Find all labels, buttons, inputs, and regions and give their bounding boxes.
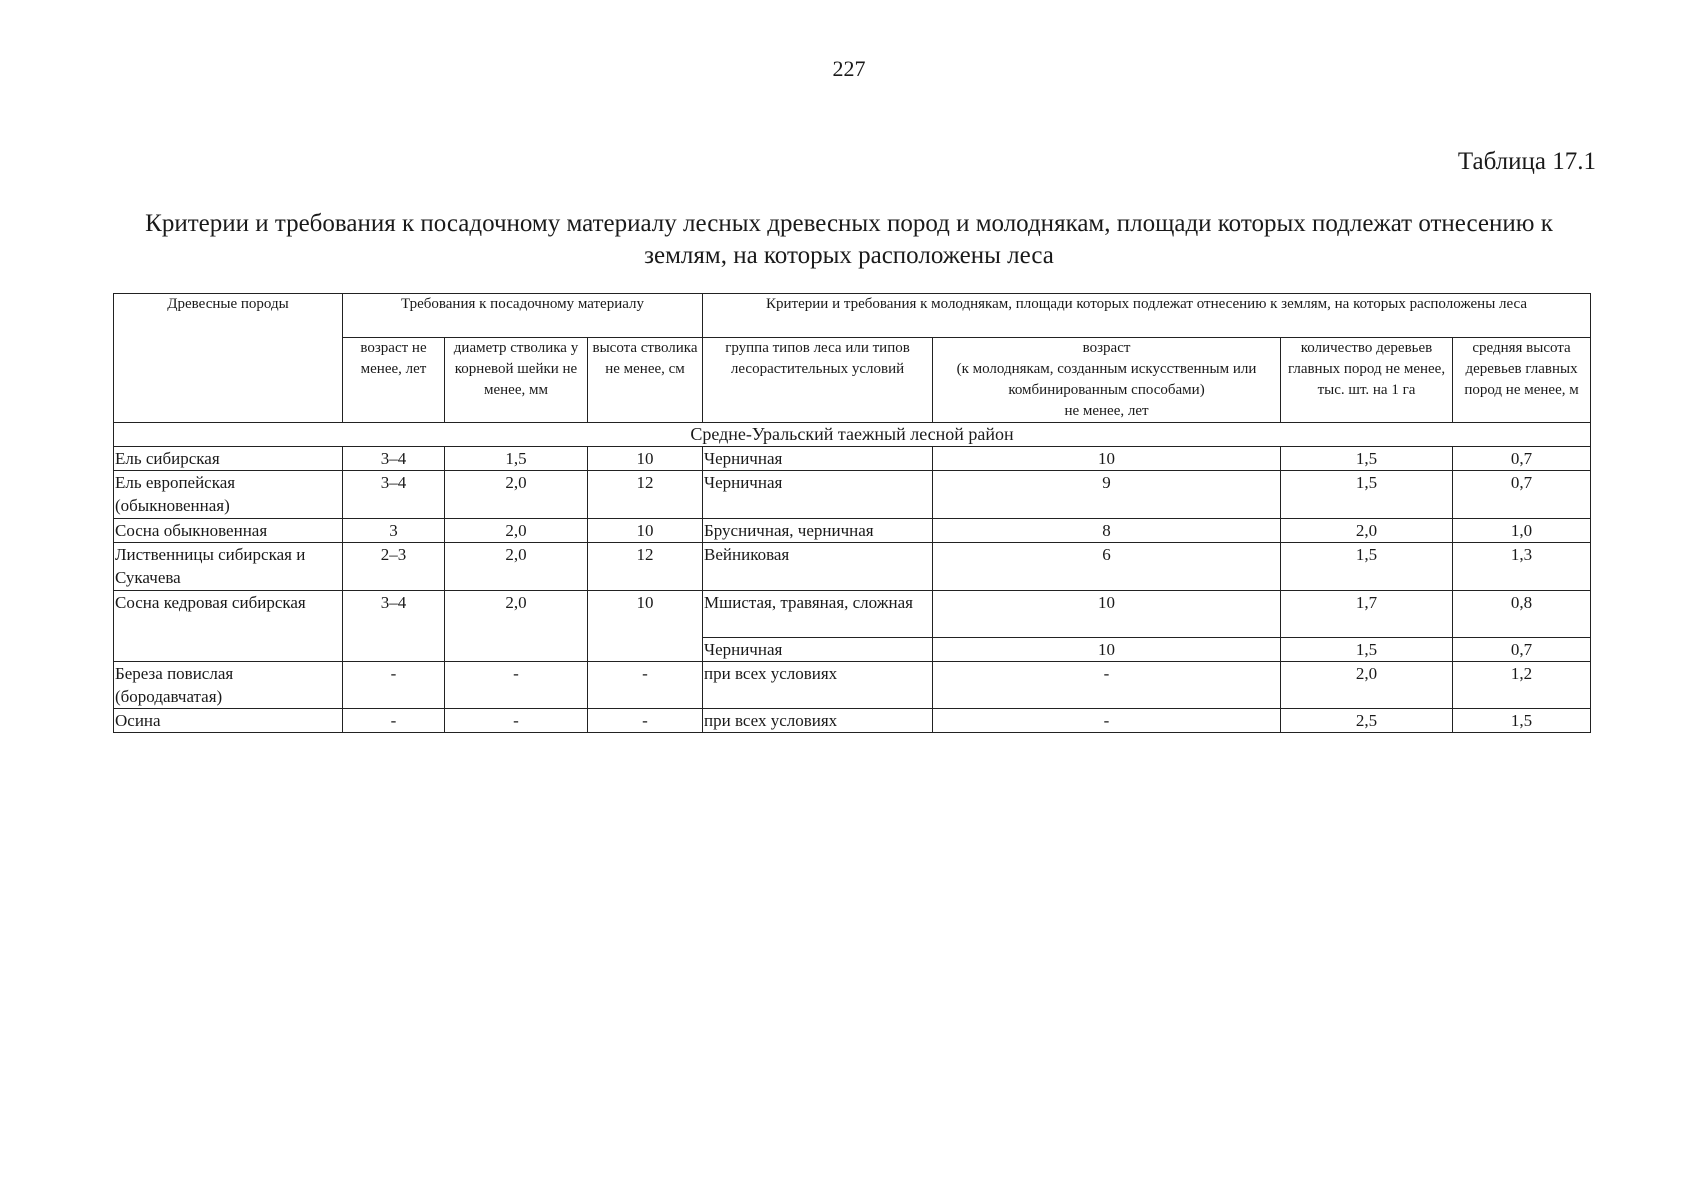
- cell-forest-type: Черничная: [703, 471, 933, 519]
- cell-diameter: -: [445, 662, 588, 709]
- cell-young-age: -: [933, 709, 1281, 733]
- header-diameter: диаметр стволика у корневой шейки не менее, мм: [445, 338, 588, 423]
- cell-mean-height: 1,3: [1453, 543, 1591, 591]
- cell-height: 12: [588, 471, 703, 519]
- document-title: Критерии и требования к посадочному материалу лесных древесных пород и молоднякам, площади которых подлежат отнесению к землям, на которых расположены леса: [145, 210, 1553, 269]
- cell-young-age: 10: [933, 447, 1281, 471]
- cell-species: Береза повислая (бородавчатая): [114, 662, 343, 709]
- header-height: высота стволика не менее, см: [588, 338, 703, 423]
- cell-height: 10: [588, 591, 703, 662]
- cell-height: 12: [588, 543, 703, 591]
- cell-tree-count: 1,5: [1281, 543, 1453, 591]
- cell-young-age: -: [933, 662, 1281, 709]
- cell-tree-count: 1,5: [1281, 638, 1453, 662]
- cell-species: Ель европейская (обыкновенная): [114, 471, 343, 519]
- region-row: [114, 423, 1591, 447]
- cell-forest-type: Черничная: [703, 447, 933, 471]
- cell-forest-type: Вейниковая: [703, 543, 933, 591]
- cell-height: -: [588, 709, 703, 733]
- cell-forest-type: Брусничная, черничная: [703, 519, 933, 543]
- header-row-1: [114, 294, 1591, 338]
- cell-tree-count: 1,5: [1281, 471, 1453, 519]
- cell-height: 10: [588, 519, 703, 543]
- table-row: [114, 709, 1591, 733]
- cell-forest-type: при всех условиях: [703, 709, 933, 733]
- cell-species: Осина: [114, 709, 343, 733]
- cell-young-age: 10: [933, 591, 1281, 638]
- criteria-table: [113, 293, 1591, 733]
- cell-age: 3–4: [343, 447, 445, 471]
- header-mean-height: средняя высота деревьев главных пород не менее, м: [1453, 338, 1591, 423]
- table-row: [114, 591, 1591, 638]
- cell-mean-height: 0,7: [1453, 471, 1591, 519]
- header-planting-group: Требования к посадочному материалу: [343, 294, 703, 338]
- cell-young-age: 8: [933, 519, 1281, 543]
- cell-forest-type: Мшистая, травяная, сложная: [703, 591, 933, 638]
- table-row: [114, 447, 1591, 471]
- cell-species: Сосна кедровая сибирская: [114, 591, 343, 662]
- cell-species: Лиственницы сибирская и Сукачева: [114, 543, 343, 591]
- cell-age: -: [343, 662, 445, 709]
- cell-mean-height: 1,0: [1453, 519, 1591, 543]
- table-row: [114, 519, 1591, 543]
- cell-species: Сосна обыкновенная: [114, 519, 343, 543]
- header-tree-count: количество деревьев главных пород не менее, тыс. шт. на 1 га: [1281, 338, 1453, 423]
- table-row: [114, 662, 1591, 709]
- cell-mean-height: 0,8: [1453, 591, 1591, 638]
- header-species: Древесные породы: [114, 294, 343, 423]
- header-young-age-line2: (к молоднякам, созданным искусственным или комбинированным способами): [956, 361, 1257, 398]
- cell-tree-count: 2,0: [1281, 519, 1453, 543]
- header-young-age: [933, 338, 1281, 423]
- cell-diameter: -: [445, 709, 588, 733]
- cell-species: Ель сибирская: [114, 447, 343, 471]
- cell-height: -: [588, 662, 703, 709]
- cell-diameter: 2,0: [445, 543, 588, 591]
- table-label: Таблица 17.1: [1457, 148, 1596, 175]
- cell-mean-height: 1,5: [1453, 709, 1591, 733]
- cell-tree-count: 1,5: [1281, 447, 1453, 471]
- cell-age: -: [343, 709, 445, 733]
- header-young-age-line1: возраст: [1082, 340, 1131, 356]
- header-forest-type: группа типов леса или типов лесорастительных условий: [703, 338, 933, 423]
- header-age: возраст не менее, лет: [343, 338, 445, 423]
- cell-height: 10: [588, 447, 703, 471]
- cell-young-age: 6: [933, 543, 1281, 591]
- cell-tree-count: 1,7: [1281, 591, 1453, 638]
- cell-mean-height: 0,7: [1453, 638, 1591, 662]
- header-young-group: Критерии и требования к молоднякам, площади которых подлежат отнесению к землям, на которых расположены леса: [703, 294, 1591, 338]
- table-row: [114, 471, 1591, 519]
- cell-mean-height: 1,2: [1453, 662, 1591, 709]
- cell-diameter: 2,0: [445, 471, 588, 519]
- cell-young-age: 10: [933, 638, 1281, 662]
- cell-diameter: 1,5: [445, 447, 588, 471]
- cell-tree-count: 2,5: [1281, 709, 1453, 733]
- header-young-age-line3: не менее, лет: [1064, 403, 1149, 419]
- table-row: [114, 543, 1591, 591]
- cell-mean-height: 0,7: [1453, 447, 1591, 471]
- cell-age: 2–3: [343, 543, 445, 591]
- cell-forest-type: Черничная: [703, 638, 933, 662]
- cell-forest-type: при всех условиях: [703, 662, 933, 709]
- cell-young-age: 9: [933, 471, 1281, 519]
- cell-tree-count: 2,0: [1281, 662, 1453, 709]
- region-label: Средне-Уральский таежный лесной район: [114, 423, 1591, 447]
- cell-age: 3–4: [343, 471, 445, 519]
- cell-diameter: 2,0: [445, 591, 588, 662]
- cell-age: 3–4: [343, 591, 445, 662]
- page-number: 227: [832, 56, 866, 81]
- cell-diameter: 2,0: [445, 519, 588, 543]
- cell-age: 3: [343, 519, 445, 543]
